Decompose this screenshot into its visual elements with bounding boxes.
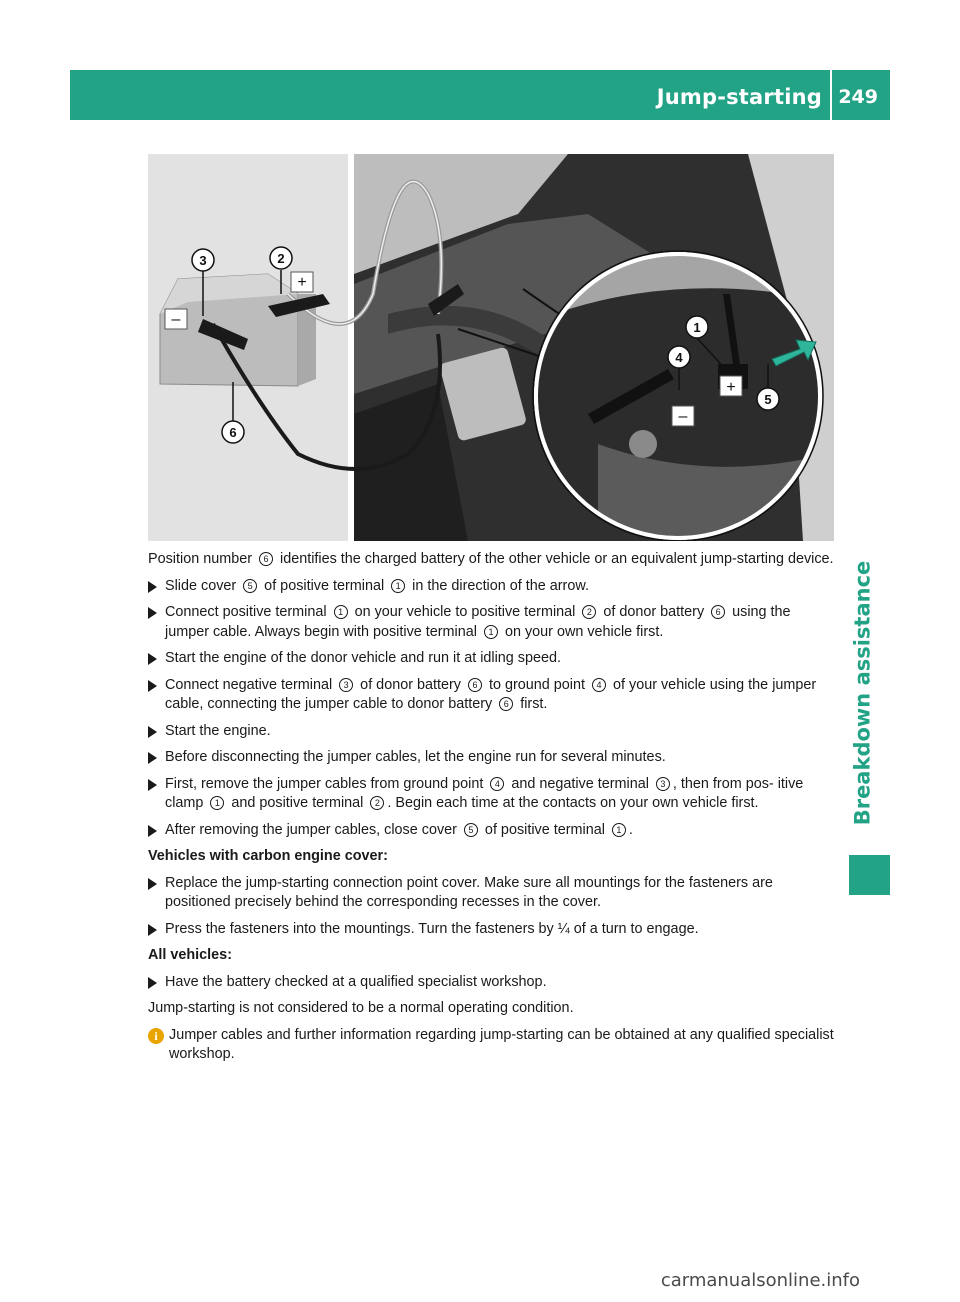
watermark: carmanualsonline.info: [660, 1270, 860, 1291]
svg-text:1: 1: [693, 320, 701, 335]
reference-number: 5: [464, 823, 478, 837]
instructions-body: [148, 550, 838, 1065]
instruction-step: [148, 748, 838, 768]
instruction-text: Slide cover 5 of positive terminal 1 in the direction of the arrow.: [165, 577, 589, 594]
vehicle-minus-label: –: [678, 408, 688, 425]
reference-number: 1: [612, 823, 626, 837]
carbon-steps: [148, 874, 838, 940]
instruction-text: Press the fasteners into the mountings. Turn the fasteners by ¼ of a turn to engage.: [165, 920, 699, 937]
instruction-step: [148, 676, 838, 715]
instruction-step: [148, 874, 838, 913]
reference-number: 1: [334, 605, 348, 619]
instruction-step: [148, 649, 838, 669]
instruction-text: Have the battery checked at a qualified specialist workshop.: [165, 973, 547, 990]
reference-number: 3: [656, 777, 670, 791]
reference-number: 6: [468, 678, 482, 692]
reference-number: 3: [339, 678, 353, 692]
svg-text:4: 4: [675, 350, 683, 365]
step-arrow-icon: [148, 924, 157, 936]
instruction-text: Connect positive terminal 1 on your vehicle to positive terminal 2 of donor battery 6 using the jumper cable. Always begin with positive terminal 1 on your own vehicle first.: [165, 604, 791, 640]
side-chapter-label: [842, 558, 882, 828]
step-arrow-icon: [148, 581, 157, 593]
reference-number: 6: [499, 697, 513, 711]
instruction-step: [148, 603, 838, 642]
all-vehicles-heading: All vehicles:: [148, 947, 232, 963]
donor-minus-label: –: [171, 311, 181, 328]
instruction-step: [148, 577, 838, 597]
section-title: Jump-starting: [656, 85, 822, 109]
carbon-cover-heading: Vehicles with carbon engine cover:: [148, 848, 388, 864]
side-chapter-tab: [849, 855, 890, 895]
step-arrow-icon: [148, 878, 157, 890]
svg-text:3: 3: [199, 253, 207, 268]
main-steps: [148, 577, 838, 841]
info-note: [148, 1026, 838, 1065]
step-arrow-icon: [148, 726, 157, 738]
intro-paragraph: Position number 6 identifies the charged battery of the other vehicle or an equivalent jump-starting device.: [148, 551, 834, 567]
reference-number: 6: [711, 605, 725, 619]
page-header: [70, 70, 890, 120]
donor-plus-label: +: [297, 274, 307, 291]
all-steps: [148, 973, 838, 993]
reference-number: 1: [210, 796, 224, 810]
vehicle-plus-label: +: [726, 379, 736, 396]
reference-number: 5: [243, 579, 257, 593]
instruction-text: Before disconnecting the jumper cables, let the engine run for several minutes.: [165, 749, 666, 765]
instruction-text: Connect negative terminal 3 of donor battery 6 to ground point 4 of your vehicle using the jumper cable, connecting the jumper cable to donor battery 6 first.: [165, 676, 817, 712]
svg-text:5: 5: [764, 392, 772, 407]
reference-number: 2: [370, 796, 384, 810]
step-arrow-icon: [148, 680, 157, 692]
jump-start-illustration: [148, 154, 834, 541]
svg-text:6: 6: [229, 425, 237, 440]
reference-number: 6: [259, 552, 273, 566]
step-arrow-icon: [148, 752, 157, 764]
page-number: 249: [838, 86, 878, 108]
step-arrow-icon: [148, 653, 157, 665]
side-chapter-text: Breakdown assistance: [850, 560, 874, 826]
reference-number: 2: [582, 605, 596, 619]
svg-text:2: 2: [277, 251, 285, 266]
step-arrow-icon: [148, 779, 157, 791]
header-divider: [830, 70, 832, 120]
instruction-text: First, remove the jumper cables from ground point 4 and negative terminal 3 , then from pos- itive clamp 1 and positive terminal 2 . Begin each time at the contacts on your own vehicle first.: [165, 775, 804, 811]
reference-number: 1: [484, 625, 498, 639]
info-icon: i: [148, 1028, 164, 1044]
instruction-step: [148, 821, 838, 841]
step-arrow-icon: [148, 607, 157, 619]
instruction-step: [148, 973, 838, 993]
step-arrow-icon: [148, 825, 157, 837]
reference-number: 4: [490, 777, 504, 791]
instruction-step: [148, 722, 838, 742]
reference-number: 4: [592, 678, 606, 692]
step-arrow-icon: [148, 977, 157, 989]
instruction-text: After removing the jumper cables, close cover 5 of positive terminal 1 .: [165, 821, 633, 838]
instruction-step: [148, 775, 838, 814]
closing-paragraph: Jump-starting is not considered to be a normal operating condition.: [148, 1000, 574, 1016]
instruction-text: Replace the jump-starting connection point cover. Make sure all mountings for the fasteners are positioned precisely behind the corresponding recesses in the cover.: [165, 874, 773, 910]
reference-number: 1: [391, 579, 405, 593]
instruction-step: [148, 920, 838, 940]
instruction-text: Start the engine.: [165, 722, 271, 739]
instruction-text: Start the engine of the donor vehicle and run it at idling speed.: [165, 650, 562, 666]
info-note-text: Jumper cables and further information regarding jump-starting can be obtained at any qualified specialist workshop.: [169, 1026, 834, 1062]
